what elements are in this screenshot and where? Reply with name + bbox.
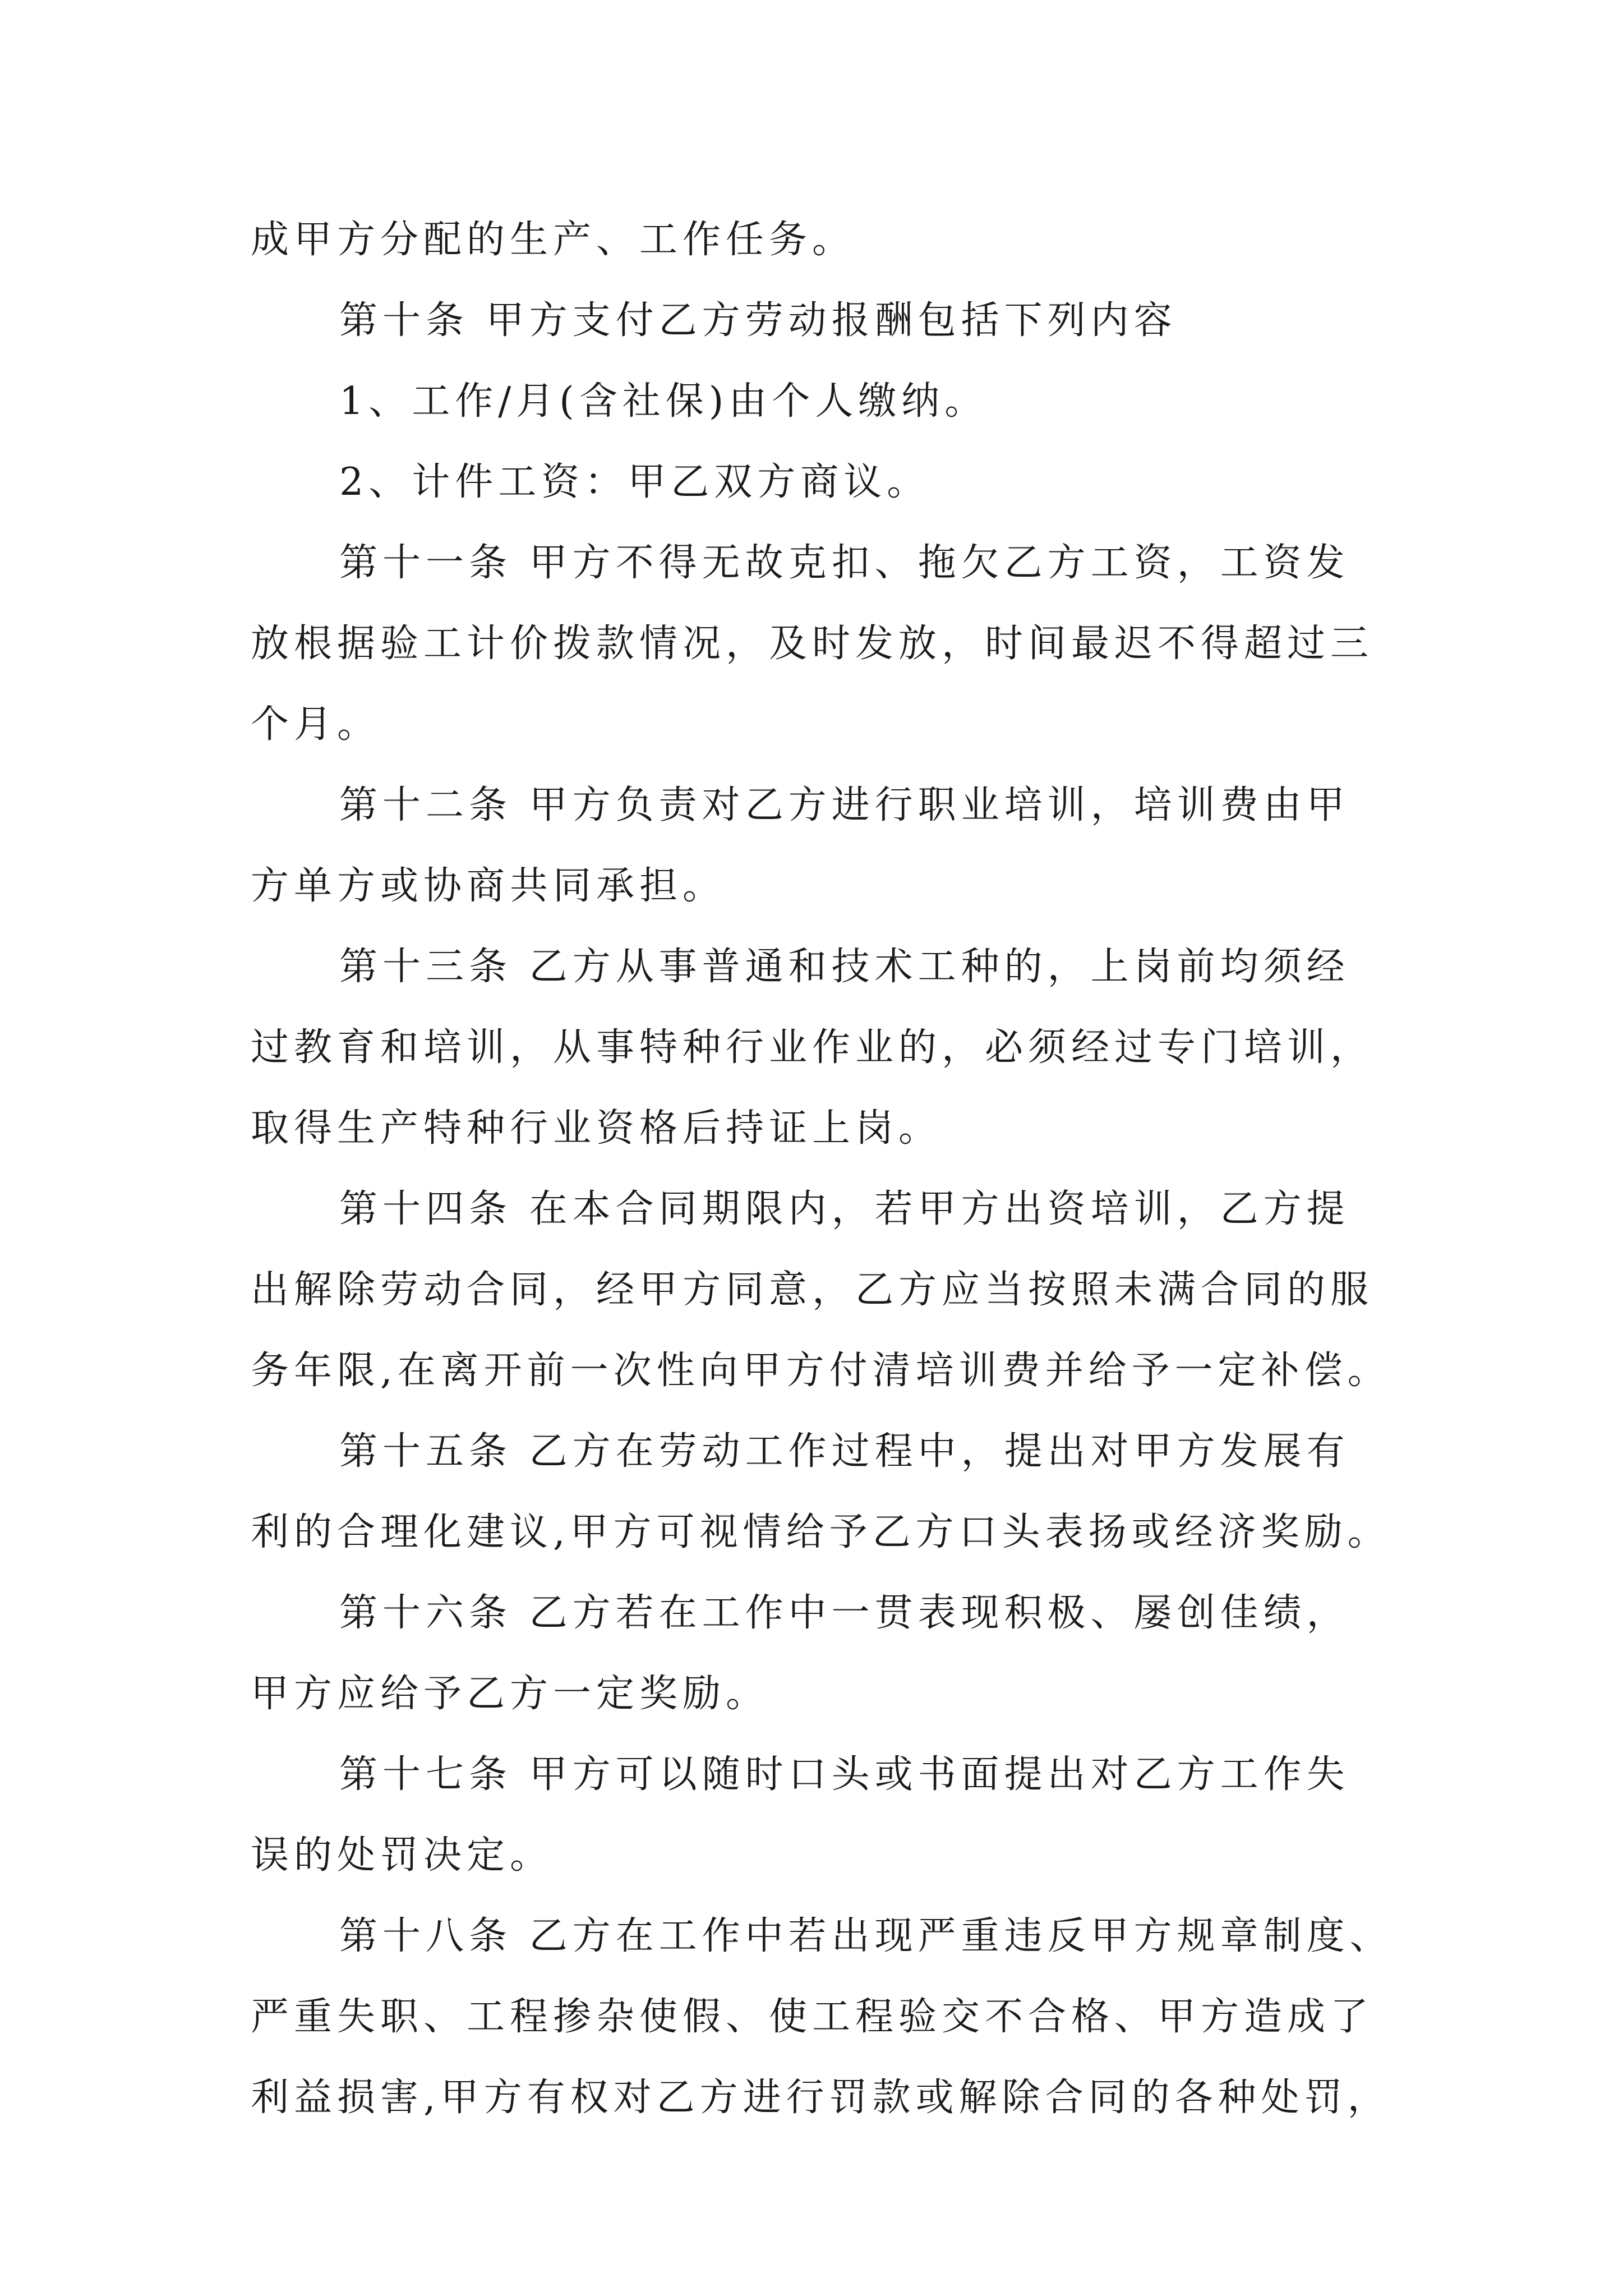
article-13-line: 第十三条 乙方从事普通和技术工种的，上岗前均须经 xyxy=(339,945,1350,989)
text-line: 甲方应给予乙方一定奖励。 xyxy=(251,1672,769,1716)
text-line: 放根据验工计价拨款情况，及时发放，时间最迟不得超过三 xyxy=(251,622,1374,666)
text-line: 个月。 xyxy=(251,702,381,747)
text-line: 2、计件工资：甲乙双方商议。 xyxy=(339,460,930,504)
text-line: 成甲方分配的生产、工作任务。 xyxy=(251,218,856,262)
article-10-heading: 第十条 甲方支付乙方劳动报酬包括下列内容 xyxy=(339,298,1177,343)
article-11-line: 第十一条 甲方不得无故克扣、拖欠乙方工资，工资发 xyxy=(339,541,1350,585)
text-line: 误的处罚决定。 xyxy=(251,1833,554,1878)
text-line: 务年限,在离开前一次性向甲方付清培训费并给予一定补偿。 xyxy=(251,1349,1391,1393)
article-15-line: 第十五条 乙方在劳动工作过程中，提出对甲方发展有 xyxy=(339,1429,1350,1474)
article-12-line: 第十二条 甲方负责对乙方进行职业培训，培训费由甲 xyxy=(339,783,1350,827)
text-line: 过教育和培训，从事特种行业作业的，必须经过专门培训， xyxy=(251,1025,1374,1070)
text-line: 利的合理化建议,甲方可视情给予乙方口头表扬或经济奖励。 xyxy=(251,1510,1391,1554)
text-line: 出解除劳动合同，经甲方同意，乙方应当按照未满合同的服 xyxy=(251,1268,1374,1312)
article-14-line: 第十四条 在本合同期限内，若甲方出资培训，乙方提 xyxy=(339,1187,1350,1231)
text-line: 方单方或协商共同承担。 xyxy=(251,864,726,908)
article-18-line: 第十八条 乙方在工作中若出现严重违反甲方规章制度、 xyxy=(339,1914,1393,1958)
text-line: 1、工作/月(含社保)由个人缴纳。 xyxy=(339,379,988,424)
text-line: 取得生产特种行业资格后持证上岗。 xyxy=(251,1106,942,1151)
article-16-line: 第十六条 乙方若在工作中一贯表现积极、屡创佳绩， xyxy=(339,1591,1350,1635)
text-line: 严重失职、工程掺杂使假、使工程验交不合格、甲方造成了 xyxy=(251,1995,1374,2039)
text-line: 利益损害,甲方有权对乙方进行罚款或解除合同的各种处罚， xyxy=(251,2076,1391,2120)
article-17-line: 第十七条 甲方可以随时口头或书面提出对乙方工作失 xyxy=(339,1752,1350,1797)
